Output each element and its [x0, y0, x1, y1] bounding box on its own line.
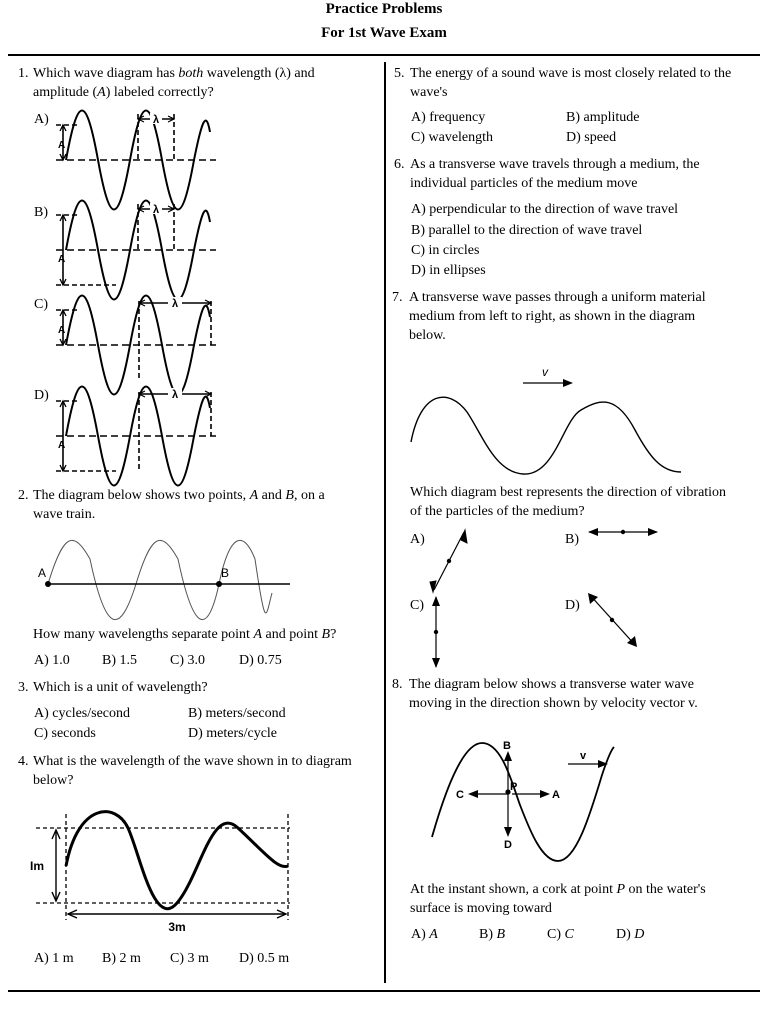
- q7-option-c-arrow: [428, 594, 444, 670]
- q4-wave-diagram: [28, 810, 308, 935]
- q8-label-v: v: [580, 750, 587, 762]
- page-subtitle: For 1st Wave Exam: [321, 25, 447, 41]
- q8-prompt-line1: At the instant shown, a cork at point P on the water's: [410, 882, 706, 897]
- q4-height-label: Im: [30, 859, 45, 873]
- q2-option-b[interactable]: B) 1.5: [102, 653, 137, 668]
- q8-option-c[interactable]: C) C: [547, 927, 574, 942]
- q2-option-d[interactable]: D) 0.75: [239, 653, 282, 668]
- q8-label-a: A: [552, 789, 560, 801]
- svg-text:A: A: [58, 254, 66, 265]
- q2-prompt: How many wavelengths separate point A and point B?: [33, 627, 337, 642]
- q4-number: 4.: [18, 754, 29, 769]
- q3-option-d[interactable]: D) meters/cycle: [188, 726, 278, 741]
- q8-prompt-line2: surface is moving toward: [410, 901, 552, 916]
- q2-point-b-label: B: [221, 566, 230, 580]
- q1-diagram-a: [56, 110, 226, 200]
- q2-point-a-label: A: [38, 566, 47, 580]
- svg-text:λ: λ: [171, 298, 179, 310]
- q1-diagram-d: [56, 386, 226, 476]
- q7-prompt-line1: Which diagram best represents the direction of vibration: [410, 485, 727, 500]
- q8-label-c: C: [456, 789, 464, 801]
- q6-number: 6.: [394, 157, 405, 172]
- q7-option-d-arrow: [585, 590, 640, 650]
- q4-width-label: 3m: [168, 920, 186, 934]
- q4-option-d[interactable]: D) 0.5 m: [239, 951, 290, 966]
- svg-text:A: A: [58, 440, 66, 451]
- q5-number: 5.: [394, 66, 405, 81]
- q2-number: 2.: [18, 488, 29, 503]
- q3-option-a[interactable]: A) cycles/second: [34, 706, 131, 721]
- q7-option-c-label[interactable]: C): [410, 598, 424, 613]
- svg-text:A: A: [58, 325, 66, 336]
- q6-text-line1: As a transverse wave travels through a medium, the: [410, 157, 700, 172]
- q5-text-line2: wave's: [410, 85, 448, 100]
- q1-option-d-label[interactable]: D): [34, 388, 49, 403]
- q4-option-b[interactable]: B) 2 m: [102, 951, 141, 966]
- q5-option-a[interactable]: A) frequency: [411, 110, 486, 125]
- header-divider: [8, 54, 760, 56]
- q8-option-a[interactable]: A) A: [411, 927, 438, 942]
- q7-option-a-arrow: [428, 526, 478, 596]
- q1-text-line2: amplitude (A) labeled correctly?: [33, 85, 214, 100]
- q8-text-line1: The diagram below shows a transverse water wave: [409, 677, 694, 692]
- q1-diagram-c: [56, 295, 226, 385]
- q2-option-a[interactable]: A) 1.0: [34, 653, 70, 668]
- q8-number: 8.: [392, 677, 403, 692]
- q1-diagram-b: [56, 200, 226, 290]
- svg-text:λ: λ: [152, 204, 160, 216]
- q5-option-b[interactable]: B) amplitude: [566, 110, 640, 125]
- q8-label-d: D: [504, 839, 512, 851]
- q4-option-c[interactable]: C) 3 m: [170, 951, 209, 966]
- q1-text-line1: Which wave diagram has both wavelength (λ) and: [33, 66, 315, 81]
- svg-text:λ: λ: [171, 389, 179, 401]
- q7-option-b-arrow: [586, 524, 661, 540]
- q7-option-a-label[interactable]: A): [410, 532, 425, 547]
- svg-text:A: A: [58, 140, 66, 151]
- q7-velocity-label: v: [542, 365, 548, 379]
- q1-option-b-label[interactable]: B): [34, 205, 48, 220]
- column-divider: [384, 62, 386, 983]
- q7-text-line1: A transverse wave passes through a uniform material: [409, 290, 706, 305]
- q8-option-d[interactable]: D) D: [616, 927, 645, 942]
- q7-prompt-line2: of the particles of the medium?: [410, 504, 585, 519]
- q7-option-b-label[interactable]: B): [565, 532, 579, 547]
- q7-text-line2: medium from left to right, as shown in the diagram: [409, 309, 696, 324]
- q2-option-c[interactable]: C) 3.0: [170, 653, 205, 668]
- q2-text-line1: The diagram below shows two points, A and B, on a: [33, 488, 325, 503]
- q6-option-a[interactable]: A) perpendicular to the direction of wave travel: [411, 202, 679, 217]
- q3-option-b[interactable]: B) meters/second: [188, 706, 286, 721]
- q4-text-line1: What is the wavelength of the wave shown in to diagram: [33, 754, 352, 769]
- q8-text-line2: moving in the direction shown by velocity vector v.: [409, 696, 698, 711]
- q8-label-p: P: [510, 781, 518, 793]
- q6-option-b[interactable]: B) parallel to the direction of wave travel: [411, 223, 643, 238]
- q5-option-d[interactable]: D) speed: [566, 130, 617, 145]
- q8-label-b: B: [503, 740, 511, 752]
- q5-text-line1: The energy of a sound wave is most closely related to the: [410, 66, 732, 81]
- page-title: Practice Problems: [325, 1, 443, 17]
- q4-option-a[interactable]: A) 1 m: [34, 951, 74, 966]
- q7-number: 7.: [392, 290, 403, 305]
- q8-wave-diagram: [420, 735, 640, 875]
- q8-option-b[interactable]: B) B: [479, 927, 506, 942]
- q3-text: Which is a unit of wavelength?: [33, 680, 208, 695]
- q6-option-c[interactable]: C) in circles: [411, 243, 480, 258]
- footer-divider: [8, 990, 760, 992]
- q1-option-c-label[interactable]: C): [34, 297, 48, 312]
- q6-text-line2: individual particles of the medium move: [410, 176, 638, 191]
- svg-text:λ: λ: [152, 114, 160, 126]
- q2-wave-diagram: [30, 545, 300, 625]
- q2-text-line2: wave train.: [33, 507, 96, 522]
- q3-option-c[interactable]: C) seconds: [34, 726, 96, 741]
- q3-number: 3.: [18, 680, 29, 695]
- q7-wave-diagram: [405, 360, 685, 480]
- q7-text-line3: below.: [409, 328, 446, 343]
- q4-text-line2: below?: [33, 773, 74, 788]
- q1-option-a-label[interactable]: A): [34, 112, 49, 127]
- q6-option-d[interactable]: D) in ellipses: [411, 263, 486, 278]
- q5-option-c[interactable]: C) wavelength: [411, 130, 494, 145]
- q1-number: 1.: [18, 66, 29, 81]
- q7-option-d-label[interactable]: D): [565, 598, 580, 613]
